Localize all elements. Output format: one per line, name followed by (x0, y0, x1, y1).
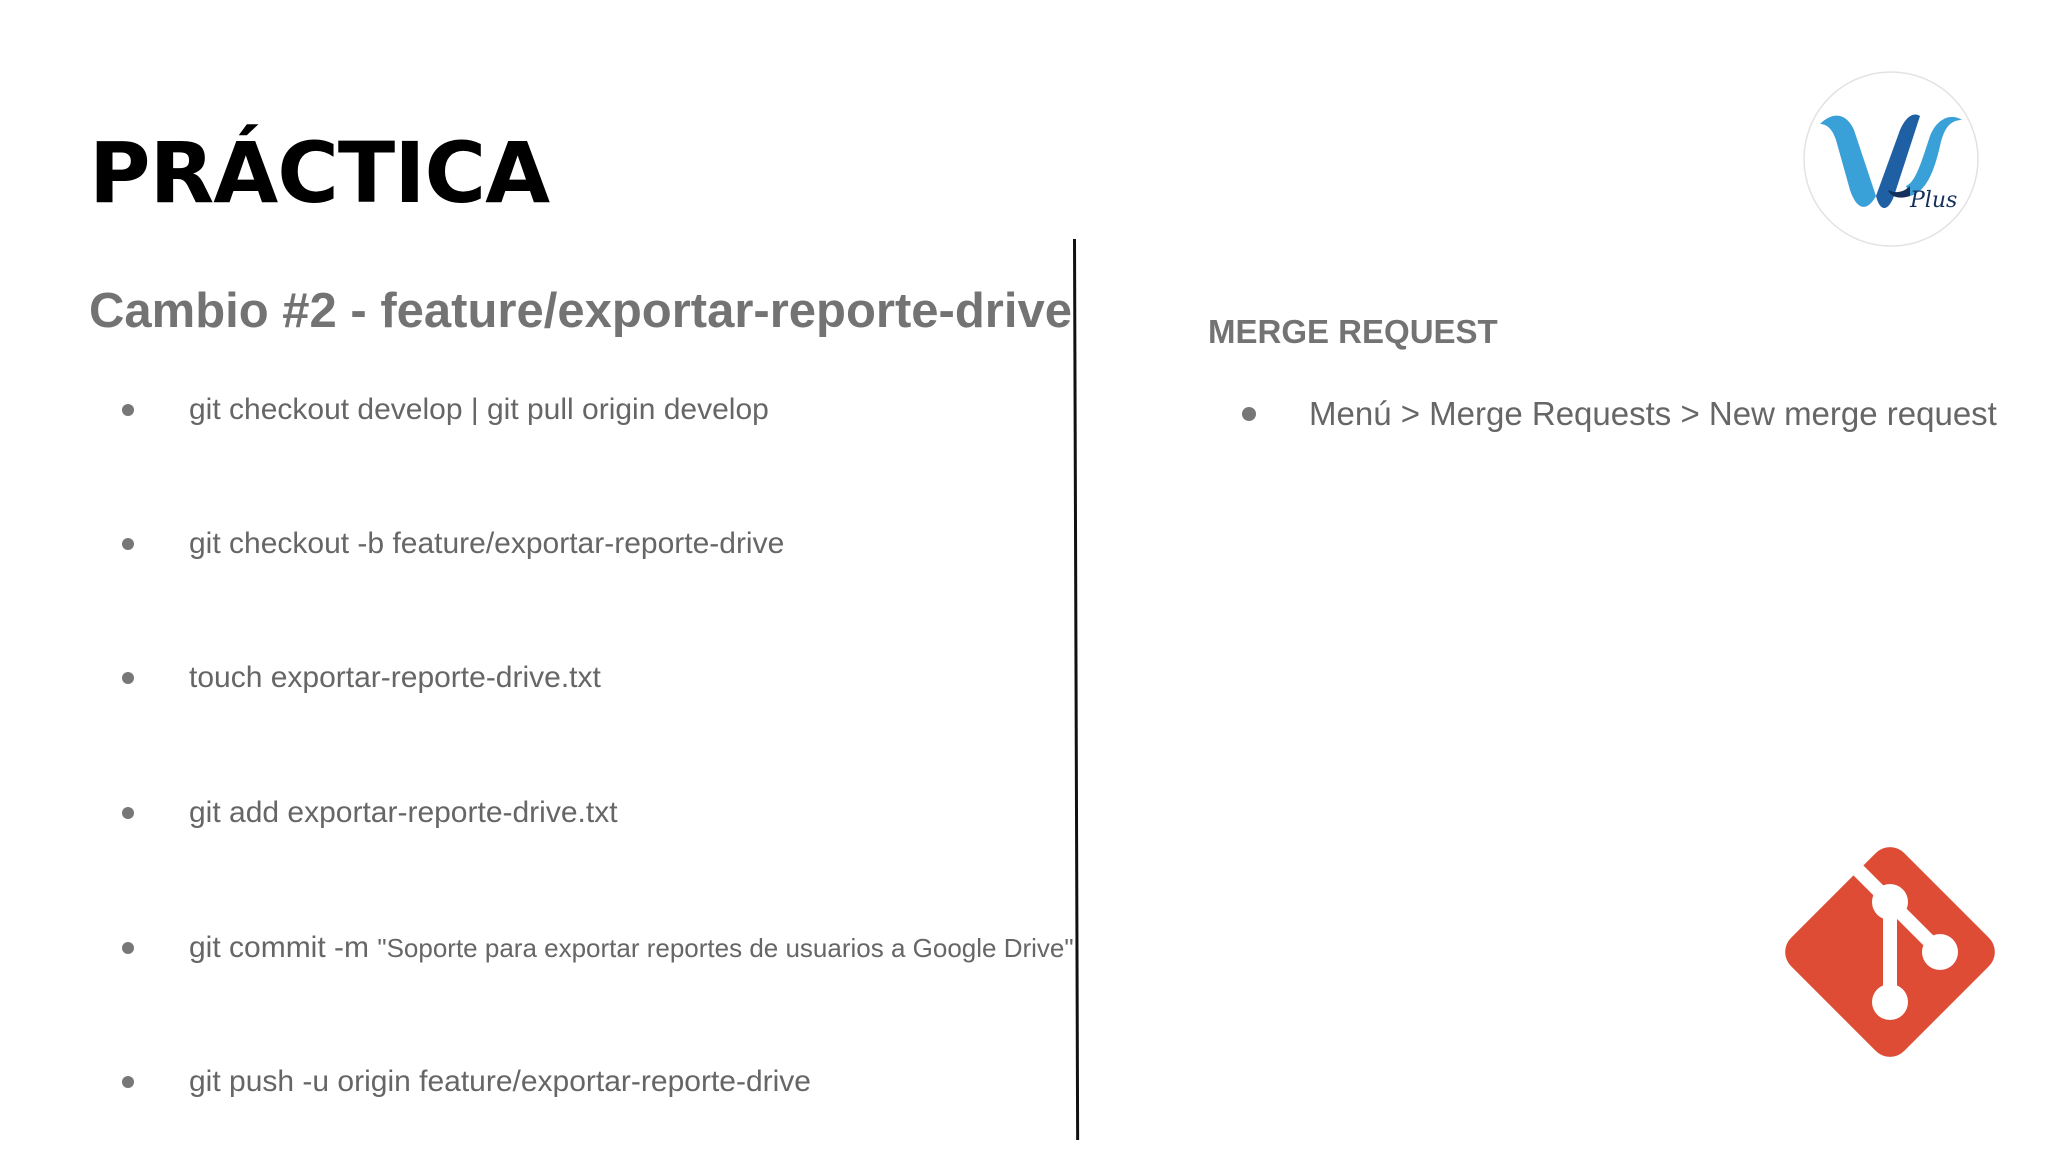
list-item (122, 1060, 811, 1104)
merge-request-step (1242, 388, 1997, 440)
command-text: git push -u origin feature/exportar-reporte-drive (189, 1065, 811, 1098)
command-text (189, 931, 1074, 965)
list-item (122, 656, 601, 700)
commit-message: "Soporte para exportar reportes de usuarios a Google Drive" (377, 933, 1074, 963)
bullet-icon (122, 942, 134, 954)
command-prefix: git commit -m (189, 931, 378, 964)
bullet-icon (122, 672, 134, 684)
slide-subtitle: Cambio #2 - feature/exportar-reporte-drive (89, 284, 1072, 338)
merge-request-path: Menú > Merge Requests > New merge request (1309, 395, 1997, 432)
bullet-icon (122, 807, 134, 819)
column-divider (1073, 239, 1079, 1140)
slide-title: PRÁCTICA (89, 124, 550, 222)
command-text: git checkout -b feature/exportar-reporte-drive (189, 527, 785, 560)
list-item (122, 388, 769, 432)
list-item (122, 522, 784, 566)
bullet-icon (122, 404, 134, 416)
command-text: touch exportar-reporte-drive.txt (189, 661, 601, 694)
bullet-icon (122, 1076, 134, 1088)
git-logo-icon (1770, 832, 2010, 1072)
command-text: git add exportar-reporte-drive.txt (189, 796, 618, 829)
bullet-icon (122, 538, 134, 550)
list-item (122, 791, 618, 835)
merge-request-heading: MERGE REQUEST (1208, 313, 1498, 350)
command-text: git checkout develop | git pull origin develop (189, 393, 769, 426)
vplus-logo-text: Plus (1910, 188, 1958, 213)
bullet-icon (1242, 407, 1256, 421)
list-item (122, 926, 1074, 970)
vplus-logo-icon (1802, 68, 1980, 250)
